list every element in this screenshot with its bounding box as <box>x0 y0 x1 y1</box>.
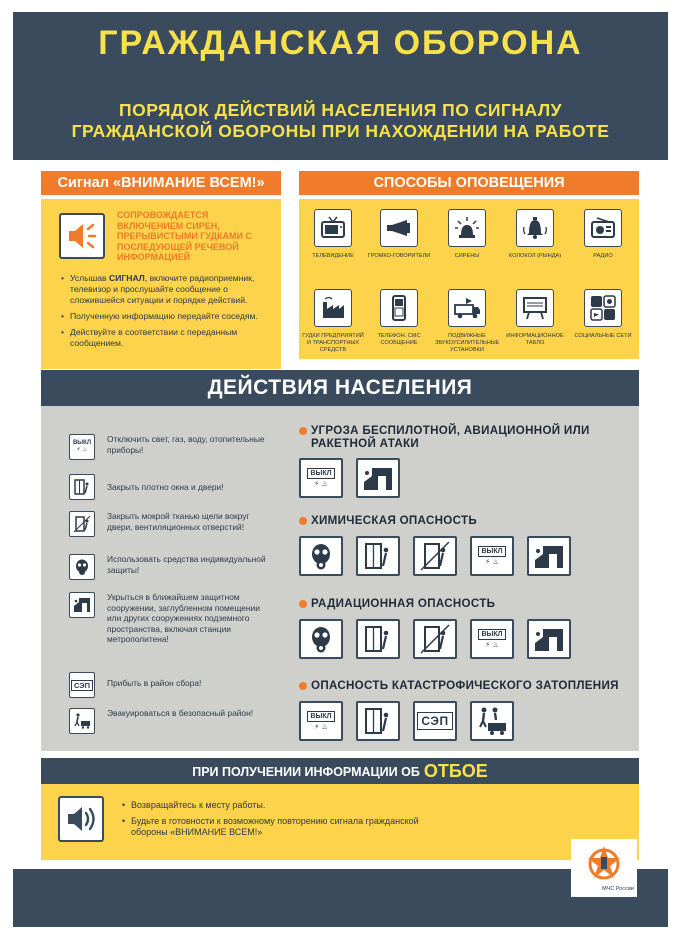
bullet-dot <box>299 427 307 435</box>
action-item: Эвакуироваться в безопасный район! <box>69 708 269 736</box>
notify-item-bell <box>503 209 567 260</box>
bullet-dot <box>299 682 307 690</box>
threat-radiation <box>299 597 639 649</box>
evacuate-icon <box>470 701 514 741</box>
signal-description: СОПРОВОЖДАЕТСЯ ВКЛЮЧЕНИЕМ СИРЕН, ПРЕРЫВИСТЫМИ ГУДКАМИ С ПОСЛЕДУЮЩЕЙ РЕЧЕВОЙ ИНФОРМАЦИЕЙ <box>117 210 252 262</box>
switch-off-icon: ВЫКЛ ⚡ ♨ <box>299 458 343 498</box>
switch-off-icon: ВЫКЛ ⚡ ♨ <box>470 536 514 576</box>
subtitle-line-2: ГРАЖДАНСКОЙ ОБОРОНЫ ПРИ НАХОЖДЕНИИ НА РАБОТЕ <box>71 121 610 141</box>
poster <box>13 12 668 927</box>
emchs-logo-icon <box>584 842 624 886</box>
notify-label: ГРОМКО-ГОВОРИТЕЛИ <box>367 253 431 259</box>
emblem-label: МЧС России <box>602 886 634 892</box>
notify-label: ИНФОРМАЦИОННОЕ ТАБЛО <box>506 333 564 346</box>
notify-label: РАДИО <box>593 253 613 259</box>
actions-title: ДЕЙСТВИЯ НАСЕЛЕНИЯ <box>41 370 639 406</box>
threat-chemical <box>299 514 639 566</box>
page-title: ГРАЖДАНСКАЯ ОБОРОНА <box>98 24 583 62</box>
all-clear-title: ПРИ ПОЛУЧЕНИИ ИНФОРМАЦИИ ОБ ОТБОЕ <box>41 758 639 784</box>
tv-icon <box>314 209 352 247</box>
notify-item-factory <box>301 289 365 354</box>
gas-mask-icon <box>299 619 343 659</box>
switch-off-icon: ВЫКЛ ⚡ ♨ <box>470 619 514 659</box>
action-item: Укрыться в ближайшем защитном сооружении, заглубленном помещении или других сооружениях подземного пространства, включая станции метрополитена! <box>69 592 269 662</box>
gas-mask-icon <box>299 536 343 576</box>
notify-label: КОЛОКОЛ (РЫНДА) <box>508 253 562 259</box>
notify-label: ПОДВИЖНЫЕ ЗВУКОУСИЛИТЕЛЬНЫЕ УСТАНОВКИ <box>435 333 500 353</box>
threat-title: ОПАСНОСТЬ КАТАСТРОФИЧЕСКОГО ЗАТОПЛЕНИЯ <box>299 679 639 692</box>
signal-instructions <box>59 273 277 354</box>
notify-label: ТЕЛЕВИДЕНИЕ <box>312 253 354 259</box>
close-windows-icon <box>356 701 400 741</box>
list-item: • Будьте в готовности к возможному повторению сигнала гражданской обороны «ВНИМАНИЕ ВСЕМ!» <box>121 816 441 839</box>
bullet-dot <box>299 517 307 525</box>
notify-item-billboard <box>503 289 567 347</box>
notify-item-van <box>435 289 499 354</box>
notification-title: СПОСОБЫ ОПОВЕЩЕНИЯ <box>299 171 639 195</box>
notify-label: ТЕЛЕФОН. СМС СООБЩЕНИЕ <box>377 333 421 346</box>
signal-title: Сигнал «ВНИМАНИЕ ВСЕМ!» <box>41 171 281 195</box>
shelter-icon <box>69 592 95 618</box>
notify-item-social <box>571 289 635 340</box>
signal-panel <box>41 199 281 369</box>
seal-cracks-icon <box>413 536 457 576</box>
bell-icon <box>516 209 554 247</box>
all-clear-panel <box>41 784 639 860</box>
list-item: • Услышав СИГНАЛ, включите радиоприемник, телевизор и прослушайте сообщение о сложившейся ситуации и порядке действий. <box>59 273 277 306</box>
bullet-dot <box>299 600 307 608</box>
gas-mask-icon <box>69 554 95 580</box>
assembly-point-icon: СЭП <box>69 672 95 698</box>
shelter-icon <box>527 536 571 576</box>
notify-label: ГУДКИ ПРЕДПРИЯТИЙ И ТРАНСПОРТНЫХ СРЕДСТВ <box>302 333 364 353</box>
speaker-icon <box>58 796 104 842</box>
action-item: ВЫКЛ ⚡ ♨ Отключить свет, газ, воду, отопительные приборы! <box>69 434 269 464</box>
actions-panel <box>41 406 639 751</box>
close-windows-icon <box>356 536 400 576</box>
social-icon <box>584 289 622 327</box>
loudspeaker-icon <box>380 209 418 247</box>
notification-panel <box>299 199 639 359</box>
van-icon <box>448 289 486 327</box>
threat-title: УГРОЗА БЕСПИЛОТНОЙ, АВИАЦИОННОЙ ИЛИ РАКЕТНОЙ АТАКИ <box>299 424 639 450</box>
action-item: Использовать средства индивидуальной защиты! <box>69 554 269 582</box>
seal-cracks-icon <box>413 619 457 659</box>
action-item: Закрыть мокрой тканью щели вокруг двери, вентиляционных отверстий! <box>69 511 269 547</box>
action-item: СЭП Прибыть в район сбора! <box>69 672 269 698</box>
threat-title: РАДИАЦИОННАЯ ОПАСНОСТЬ <box>299 597 639 610</box>
list-item: • Действуйте в соответствии с переданным сообщением. <box>59 327 277 349</box>
page-subtitle <box>13 100 668 142</box>
seal-cracks-icon <box>69 511 95 537</box>
emchs-emblem <box>571 839 637 897</box>
notify-item-loudspeaker <box>367 209 431 260</box>
threat-title: ХИМИЧЕСКАЯ ОПАСНОСТЬ <box>299 514 639 527</box>
notify-label: СИРЕНЫ <box>454 253 480 259</box>
assembly-point-icon: СЭП <box>413 701 457 741</box>
notify-item-radio <box>571 209 635 260</box>
notify-item-tv <box>301 209 365 260</box>
action-item: Закрыть плотно окна и двери! <box>69 474 269 502</box>
list-item: • Полученную информацию передайте соседям. <box>59 311 277 322</box>
footer-bar <box>13 869 668 927</box>
siren-icon <box>448 209 486 247</box>
factory-icon <box>314 289 352 327</box>
phone-icon <box>380 289 418 327</box>
threat-icons <box>299 458 400 498</box>
threat-flood <box>299 679 639 731</box>
switch-off-icon: ВЫКЛ ⚡ ♨ <box>299 701 343 741</box>
threat-icons <box>299 619 571 659</box>
evacuate-icon <box>69 708 95 734</box>
speaker-icon <box>59 213 105 259</box>
notify-label: СОЦИАЛЬНЫЕ СЕТИ <box>574 333 632 339</box>
all-clear-instructions <box>121 800 441 843</box>
notify-item-siren <box>435 209 499 260</box>
threat-attack <box>299 424 639 488</box>
close-windows-icon <box>356 619 400 659</box>
radio-icon <box>584 209 622 247</box>
header <box>13 12 668 160</box>
threat-icons <box>299 701 514 741</box>
shelter-icon <box>356 458 400 498</box>
list-item: • Возвращайтесь к месту работы. <box>121 800 441 812</box>
threat-icons <box>299 536 571 576</box>
billboard-icon <box>516 289 554 327</box>
subtitle-line-1: ПОРЯДОК ДЕЙСТВИЙ НАСЕЛЕНИЯ ПО СИГНАЛУ <box>119 100 562 120</box>
switch-off-icon: ВЫКЛ ⚡ ♨ <box>69 434 95 460</box>
shelter-icon <box>527 619 571 659</box>
close-windows-icon <box>69 474 95 500</box>
notify-item-phone <box>367 289 431 347</box>
